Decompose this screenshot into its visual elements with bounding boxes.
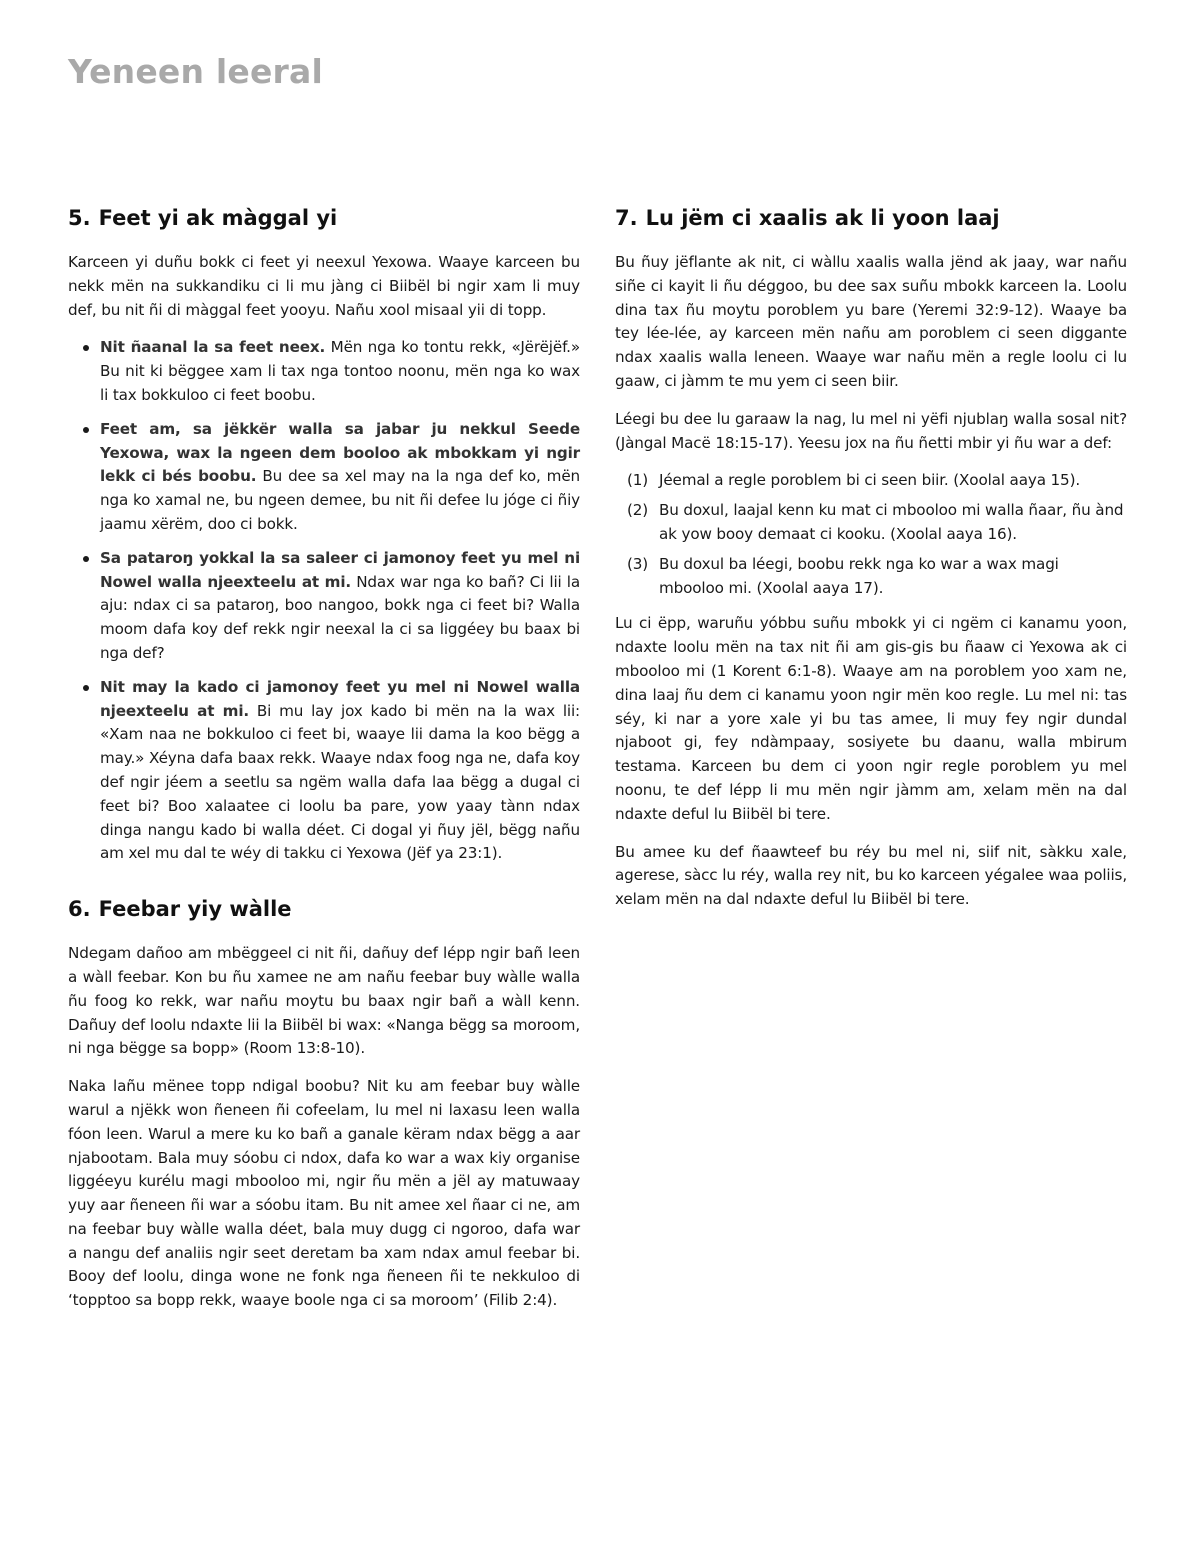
bullet-text: Mën nga ko tontu rekk, «Jërëjëf.» Bu nit ki bëggee xam li tax nga tontoo noonu, mën nga ko wax li tax bokkuloo ci feet boobu. bbox=[100, 338, 580, 404]
section-title: Lu jëm ci xaalis ak li yoon laaj bbox=[645, 206, 1000, 230]
section-7 bbox=[615, 203, 1127, 912]
section-heading bbox=[68, 894, 580, 924]
item-marker: (2) bbox=[627, 501, 649, 520]
paragraph: Ndegam dañoo am mbëggeel ci nit ñi, dañuy def lépp ngir bañ leen a wàll feebar. Kon bu ñu xamee ne am nañu feebar buy wàlle walla ñu foog ko rekk, war nañu moytu bu baax ngir bañ a wàll kenn. Dañuy def loolu ndaxte lii la Biibël bi wax: «Nanga bëgg sa moroom, ni nga bëgge sa bopp» (Room 13:8-10). bbox=[68, 944, 580, 1058]
paragraph: Bu ñuy jëflante ak nit, ci wàllu xaalis walla jënd ak jaay, war nañu siñe ci kayit li ñu déggoo, bu dee sax suñu mbokk karceen la. Loolu dina tax ñu moytu poroblem yu bare (Yeremi 32:9-12). Waaye ba tey lée-lée, ay karceen mën nañu am poroblem ci seen diggante ndax xaalis walla leneen. Waaye war nañu mën a regle loolu ci lu gaaw, ci jàmm te mu yem ci seen biir. bbox=[615, 253, 1127, 390]
right-column bbox=[615, 203, 1127, 926]
bullet-lead: Nit ñaanal la sa feet neex. bbox=[100, 338, 326, 357]
bullet-text: Bi mu lay jox kado bi mën na la wax lii: «Xam naa ne bokkuloo ci feet bi, waaye lii dama la koo bëgg a may.» Xéyna dafa baax rekk. Waaye ndax foog nga ne, dafa koy def ngir jéem a seetlu sa ngëm walla dafa laa bëgg a dugal ci feet bi? Boo xalaatee ci loolu ba pare, yow yaay tànn ndax dinga nangu kado bi walla déet. Ci dogal yi ñuy jël, bëgg nañu am xel mu dal te wéy di takku ci Yexowa (Jëf ya 23:1). bbox=[100, 701, 580, 863]
bullet-icon bbox=[83, 556, 89, 562]
bullet-icon bbox=[83, 345, 89, 351]
paragraph: Lu ci ëpp, waruñu yóbbu suñu mbokk yi ci ngëm ci kanamu yoon, ndaxte loolu mën na tax nit ñi am gis-gis bu ñaaw ci Yexowa ak ci mbooloo mi (1 Korent 6:1-8). Waaye am na poroblem yoo xam ne, dina laaj ñu dem ci kanamu yoon ngir mën koo regle. Lu mel ni: tas séy, ki nar a yore xale yi bu tas amee, li muy fey ngir dundal njaboot gi, fey ndàmpaay, sosiyete bu daanu, walla mbirum testama. Karceen bu dem ci yoon ngir regle poroblem yu mel noonu, te def lépp li mu mën ngir jàmm am, xelam mën na dal ndaxte deful lu Biibël bi tere. bbox=[615, 614, 1127, 823]
bullet-list bbox=[68, 336, 580, 866]
numbered-item bbox=[627, 499, 1127, 547]
section-heading bbox=[615, 203, 1127, 233]
section-number: 7. bbox=[615, 206, 638, 230]
bullet-icon bbox=[83, 685, 89, 691]
section-title: Feet yi ak màggal yi bbox=[98, 206, 338, 230]
section-number: 6. bbox=[68, 897, 91, 922]
section-5 bbox=[68, 203, 580, 866]
paragraph: Karceen yi duñu bokk ci feet yi neexul Yexowa. Waaye karceen bu nekk mën na sukkandiku ci li mu jàng ci Biibël bi ngir xam li muy def, bu nit ñi di màggal feet yooyu. Nañu xool misaal yii di topp. bbox=[68, 253, 580, 319]
left-column bbox=[68, 203, 580, 1327]
item-marker: (3) bbox=[627, 554, 649, 573]
section-title: Feebar yiy wàlle bbox=[98, 897, 292, 922]
item-text: Jéemal a regle poroblem bi ci seen biir. (Xoolal aaya 15). bbox=[659, 471, 1081, 490]
paragraph: Naka lañu mënee topp ndigal boobu? Nit ku am feebar buy wàlle warul a njëkk won ñeneen ñi cofeelam, lu mel ni laxasu leen walla fóon leen. Warul a mere ku ko bañ a ganale këram ndax bëgg a aar njabootam. Bala muy sóobu ci ndox, dafa ko war a wax kiy organise liggéeyu kurélu magi mbooloo mi, ngir ñu mën a jël ay matuwaay yuy aar ñeneen ñi war a sóobu itam. Bu nit amee xel ñaar ci ne, am na feebar buy wàlle walla déet, bala muy dugg ci ngoroo, dafa war a nangu def analiis ngir seet deretam ba xam ndax amul feebar bi. Booy def loolu, dinga wone ne fonk nga ñeneen ñi te nekkuloo di ‘topptoo sa bopp rekk, waaye boole nga ci sa moroom’ (Filib 2:4). bbox=[68, 1077, 580, 1310]
paragraph: Bu amee ku def ñaawteef bu réy bu mel ni, siif nit, sàkku xale, agerese, sàcc lu réy, walla rey nit, bu ko karceen yégalee waa poliis, xelam mën na dal ndaxte deful lu Biibël bi tere. bbox=[615, 842, 1127, 909]
paragraph: Léegi bu dee lu garaaw la nag, lu mel ni yëfi njublaŋ walla sosal nit? (Jàngal Macë 18:15-17). Yeesu jox na ñu ñetti mbir yi ñu war a def: bbox=[615, 409, 1127, 452]
page-title: Yeneen leeral bbox=[68, 52, 324, 91]
bullet-text: Ndax war nga ko bañ? Ci lii la aju: ndax ci sa pataroŋ, boo nangoo, bokk nga ci feet bi? Walla moom dafa koy def rekk ngir neexal la ci sa liggéey bu baax bi nga def? bbox=[100, 572, 580, 662]
bullet-item bbox=[100, 547, 580, 666]
section-6 bbox=[68, 894, 580, 1313]
bullet-lead: Feet am, sa jëkkër walla sa jabar ju nekkul Seede Yexowa, wax la ngeen dem booloo ak mbokkam yi ngir lekk ci bés boobu. bbox=[100, 419, 580, 486]
bullet-lead: Nit may la kado ci jamonoy feet yu mel ni Nowel walla njeexteelu at mi. bbox=[100, 677, 580, 720]
section-number: 5. bbox=[68, 206, 91, 230]
bullet-item bbox=[100, 336, 580, 407]
bullet-text: Bu dee sa xel may na la nga def ko, mën nga ko xamal ne, bu ngeen demee, bu nit ñi defee lu jóge ci ñiy jaamu xërëm, doo ci bokk. bbox=[100, 467, 580, 533]
section-heading bbox=[68, 203, 580, 233]
bullet-lead: Sa pataroŋ yokkal la sa saleer ci jamonoy feet yu mel ni Nowel walla njeexteelu at mi. bbox=[100, 548, 580, 591]
item-marker: (1) bbox=[627, 471, 649, 490]
numbered-list bbox=[615, 469, 1127, 600]
numbered-item bbox=[627, 553, 1127, 601]
spacer bbox=[68, 876, 580, 894]
bullet-item bbox=[100, 676, 580, 866]
bullet-icon bbox=[83, 427, 89, 433]
numbered-item bbox=[627, 469, 1127, 493]
bullet-item bbox=[100, 418, 580, 537]
item-text: Bu doxul ba léegi, boobu rekk nga ko war a wax magi mbooloo mi. (Xoolal aaya 17). bbox=[659, 554, 1059, 597]
item-text: Bu doxul, laajal kenn ku mat ci mbooloo mi walla ñaar, ñu ànd ak yow booy demaat ci kooku. (Xoolal aaya 16). bbox=[659, 501, 1124, 543]
